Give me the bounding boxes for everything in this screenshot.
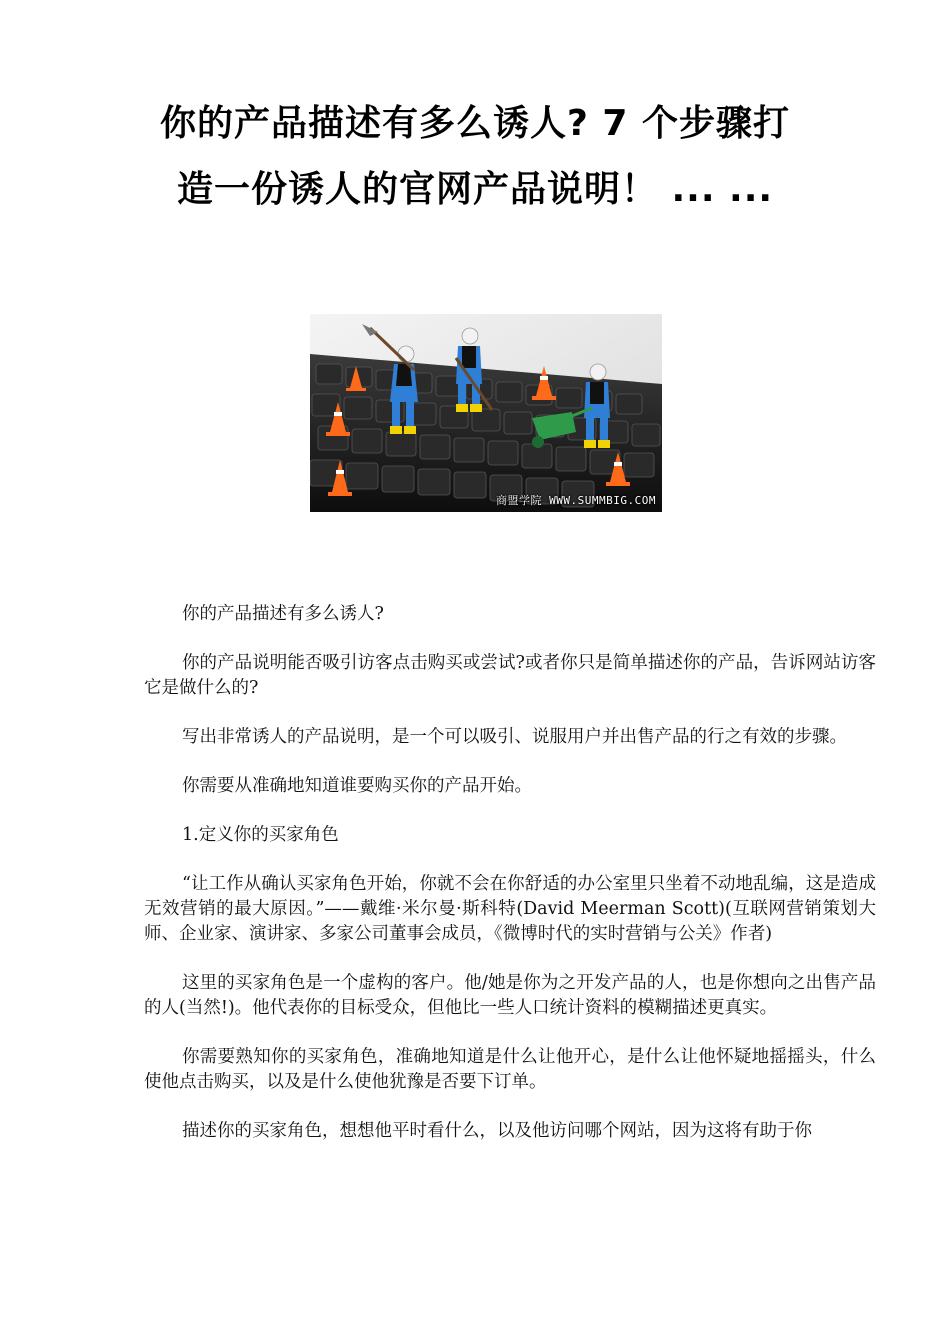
- document-title-line-1: 你的产品描述有多么诱人? 7 个步骤打: [160, 103, 790, 144]
- paragraph: 你的产品描述有多么诱人?: [182, 604, 384, 624]
- image-watermark: 商盟学院 WWW.SUMMBIG.COM: [496, 494, 656, 507]
- section-heading: 1.定义你的买家角色: [182, 825, 339, 845]
- paragraph: “让工作从确认买家角色开始，你就不会在你舒适的办公室里只坐着不动地乱编，这是造成无效营销的最大原因。”——戴维·米尔曼·斯科特(David Meerman Scott)(互联网营销策划大师、企业家、演讲家、多家公司董事会成员，《微博时代的实时营销与公关》作者): [144, 874, 876, 944]
- paragraph: 描述你的买家角色，想想他平时看什么，以及他访问哪个网站，因为这将有助于你: [182, 1121, 812, 1141]
- paragraph: 写出非常诱人的产品说明，是一个可以吸引、说服用户并出售产品的行之有效的步骤。: [182, 727, 847, 747]
- document-title-line-2: 造一份诱人的官网产品说明！ ... ...: [176, 169, 774, 210]
- article-illustration: [310, 314, 662, 512]
- paragraph: 这里的买家角色是一个虚构的客户。他/她是你为之开发产品的人，也是你想向之出售产品的人(当然!)。他代表你的目标受众，但他比一些人口统计资料的模糊描述更真实。: [144, 973, 876, 1018]
- paragraph: 你的产品说明能否吸引访客点击购买或尝试?或者你只是简单描述你的产品，告诉网站访客它是做什么的?: [144, 653, 876, 698]
- paragraph: 你需要熟知你的买家角色，准确地知道是什么让他开心，是什么让他怀疑地摇摇头，什么使他点击购买，以及是什么使他犹豫是否要下订单。: [144, 1047, 876, 1092]
- article-body: [144, 602, 876, 1168]
- keyboard-workers-image: [310, 314, 662, 512]
- paragraph: 你需要从准确地知道谁要购买你的产品开始。: [182, 776, 532, 796]
